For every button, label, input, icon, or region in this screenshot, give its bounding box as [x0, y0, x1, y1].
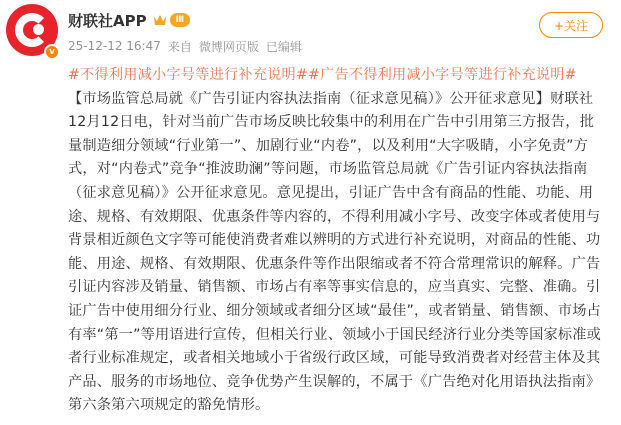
crown-icon — [153, 14, 167, 26]
post-body-text: 【市场监管总局就《广告引证内容执法指南（征求意见稿）》公开征求意见】财联社12月12日电，针对当前广告市场反映比较集中的利用在广告中引用第三方报告，批量制造细分领域“行业第一”、加剧行业“内卷”，以及利用“大字吸睛，小字免责”方式，对“内卷式”竞争“推波助澜”等问题，市场监管总局就《广告引证内容执法指南（征求意见稿）》公开征求意见。意见提出，引证广告中含有商品的性能、功能、用途、规格、有效期限、优惠条件等内容的，不得利用减小字号、改变字体或者使用与背景相近颜色文字等可能使消费者难以辨明的方式进行补充说明，对商品的性能、功能、用途、规格、有效期限、优惠条件等作出限缩或者不符合常理常识的解释。广告引证内容涉及销量、销售额、市场占有率等事实信息的，应当真实、完整、准确。引证广告中使用细分行业、细分领域或者细分区域“最佳”，或者销量、销售额、市场占有率“第一”等用语进行宣传，但相关行业、领域小于国民经济行业分类等国家标准或者行业标准规定，或者相关地域小于省级行政区域，可能导致消费者对经营主体及其产品、服务的市场地位、竞争优势产生误解的，不属于《广告绝对化用语执法指南》第六条第六项规定的豁免情形。 — [68, 90, 602, 414]
edited-indicator[interactable]: 已编辑 — [265, 39, 302, 54]
logo-dot-shape — [33, 24, 44, 35]
post-source: 微博网页版 — [198, 39, 259, 54]
level-badge[interactable]: Ⅲ — [170, 13, 191, 27]
hashtag-link[interactable]: #不得利用减小字号等进行补充说明##广告不得利用减小字号等进行补充说明# — [68, 67, 577, 83]
author-name[interactable]: 财联社APP — [68, 11, 147, 30]
source-prefix: 来自 — [167, 39, 192, 54]
post-header — [68, 9, 601, 59]
verified-icon: v — [44, 44, 60, 60]
follow-button[interactable]: +关注 — [539, 12, 603, 38]
post-content — [68, 64, 608, 418]
post-timestamp[interactable]: 25-12-12 16:47 — [68, 39, 161, 53]
name-row — [68, 9, 601, 31]
author-avatar[interactable] — [6, 4, 60, 58]
post-meta — [68, 35, 601, 57]
